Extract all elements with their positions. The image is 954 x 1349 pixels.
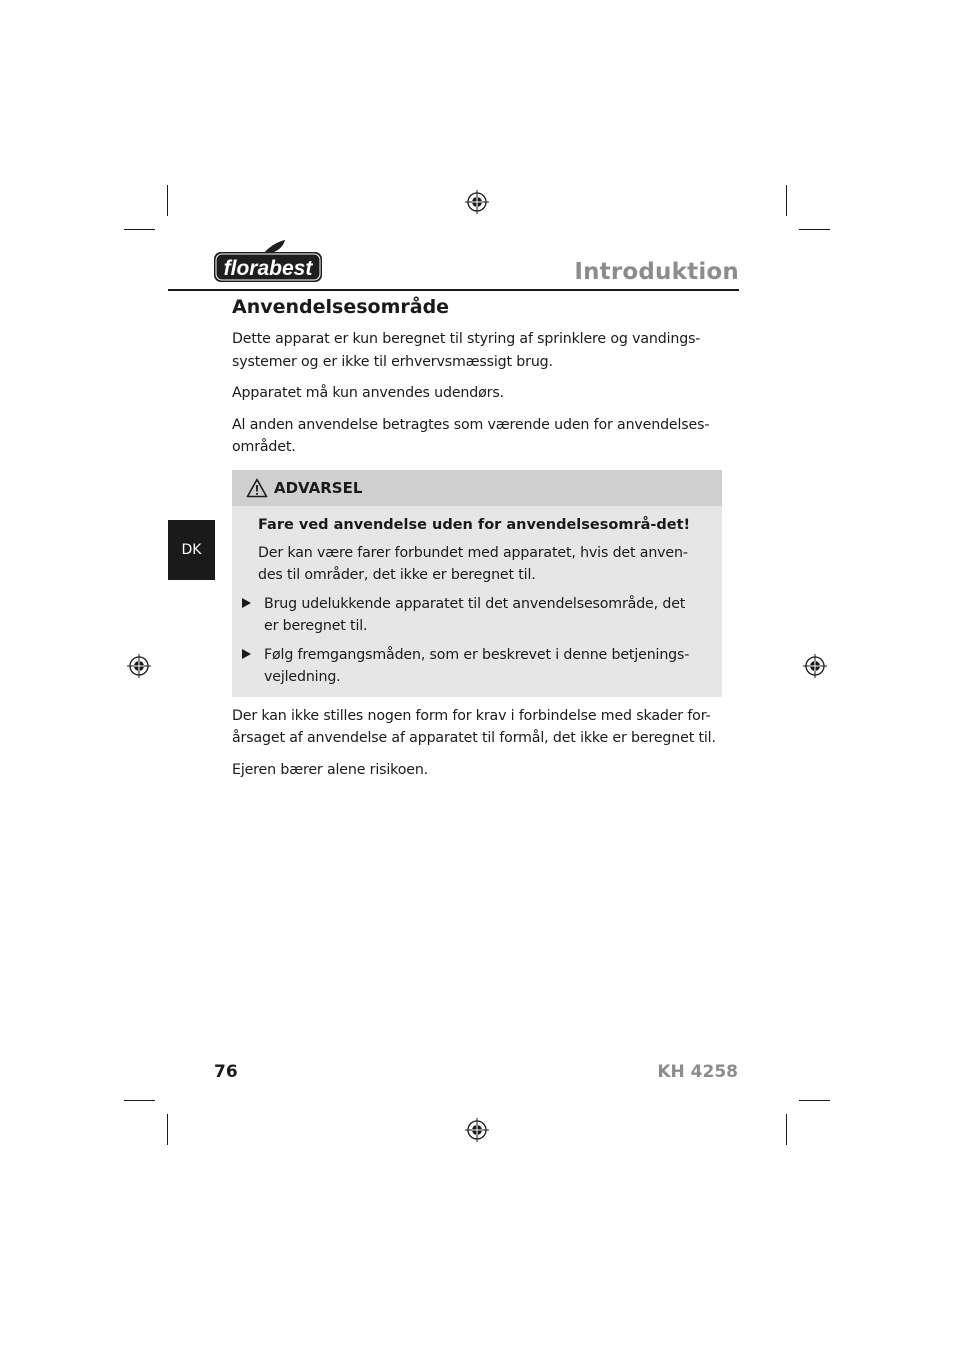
warning-label: ADVARSEL bbox=[274, 478, 363, 497]
crop-mark bbox=[799, 1100, 830, 1101]
header-divider bbox=[168, 289, 739, 291]
paragraph: Al anden anvendelse betragtes som værende uden for anvendelses-området. bbox=[232, 416, 710, 455]
warning-body bbox=[232, 506, 722, 697]
crop-mark bbox=[786, 1114, 787, 1145]
crop-mark bbox=[786, 185, 787, 216]
warning-subheading: Fare ved anvendelse uden for anvendelsesområ-det! bbox=[258, 516, 691, 533]
warning-box bbox=[232, 470, 722, 697]
registration-mark-icon bbox=[465, 1118, 489, 1142]
list-item-text: Brug udelukkende apparatet til det anvendelsesområde, det er beregnet til. bbox=[264, 595, 686, 634]
section-heading: Anvendelsesområde bbox=[232, 296, 450, 318]
list-item bbox=[232, 593, 694, 638]
registration-mark-icon bbox=[803, 654, 827, 678]
florabest-logo bbox=[213, 240, 323, 284]
registration-mark-icon bbox=[127, 654, 151, 678]
crop-mark bbox=[799, 229, 830, 230]
list-item bbox=[232, 644, 694, 689]
paragraph: Apparatet må kun anvendes udendørs. bbox=[232, 385, 504, 401]
crop-mark bbox=[124, 229, 155, 230]
warning-triangle-icon bbox=[246, 478, 268, 498]
paragraph: Dette apparat er kun beregnet til styring af sprinklere og vandings-systemer og er ikke til erhvervsmæssigt brug. bbox=[232, 331, 701, 370]
model-number: KH 4258 bbox=[657, 1062, 738, 1082]
arrow-bullet-icon bbox=[242, 649, 251, 659]
paragraph: Der kan ikke stilles nogen form for krav i forbindelse med skader for-årsaget af anvendelse af apparatet til formål, det ikke er beregnet til. bbox=[232, 707, 716, 746]
page-number: 76 bbox=[214, 1062, 238, 1082]
language-tab: DK bbox=[168, 520, 215, 580]
main-content bbox=[232, 296, 724, 790]
arrow-bullet-icon bbox=[242, 598, 251, 608]
warning-header bbox=[232, 470, 722, 506]
page-title: Introduktion bbox=[574, 259, 739, 285]
paragraph: Ejeren bærer alene risikoen. bbox=[232, 761, 429, 778]
registration-mark-icon bbox=[465, 190, 489, 214]
logo-text: florabest bbox=[223, 257, 313, 280]
crop-mark bbox=[167, 1114, 168, 1145]
crop-mark bbox=[167, 185, 168, 216]
list-item-text: Følg fremgangsmåden, som er beskrevet i denne betjenings-vejledning. bbox=[264, 646, 690, 685]
crop-mark bbox=[124, 1100, 155, 1101]
warning-text: Der kan være farer forbundet med apparatet, hvis det anven-des til områder, det ikke er beregnet til. bbox=[258, 544, 688, 583]
